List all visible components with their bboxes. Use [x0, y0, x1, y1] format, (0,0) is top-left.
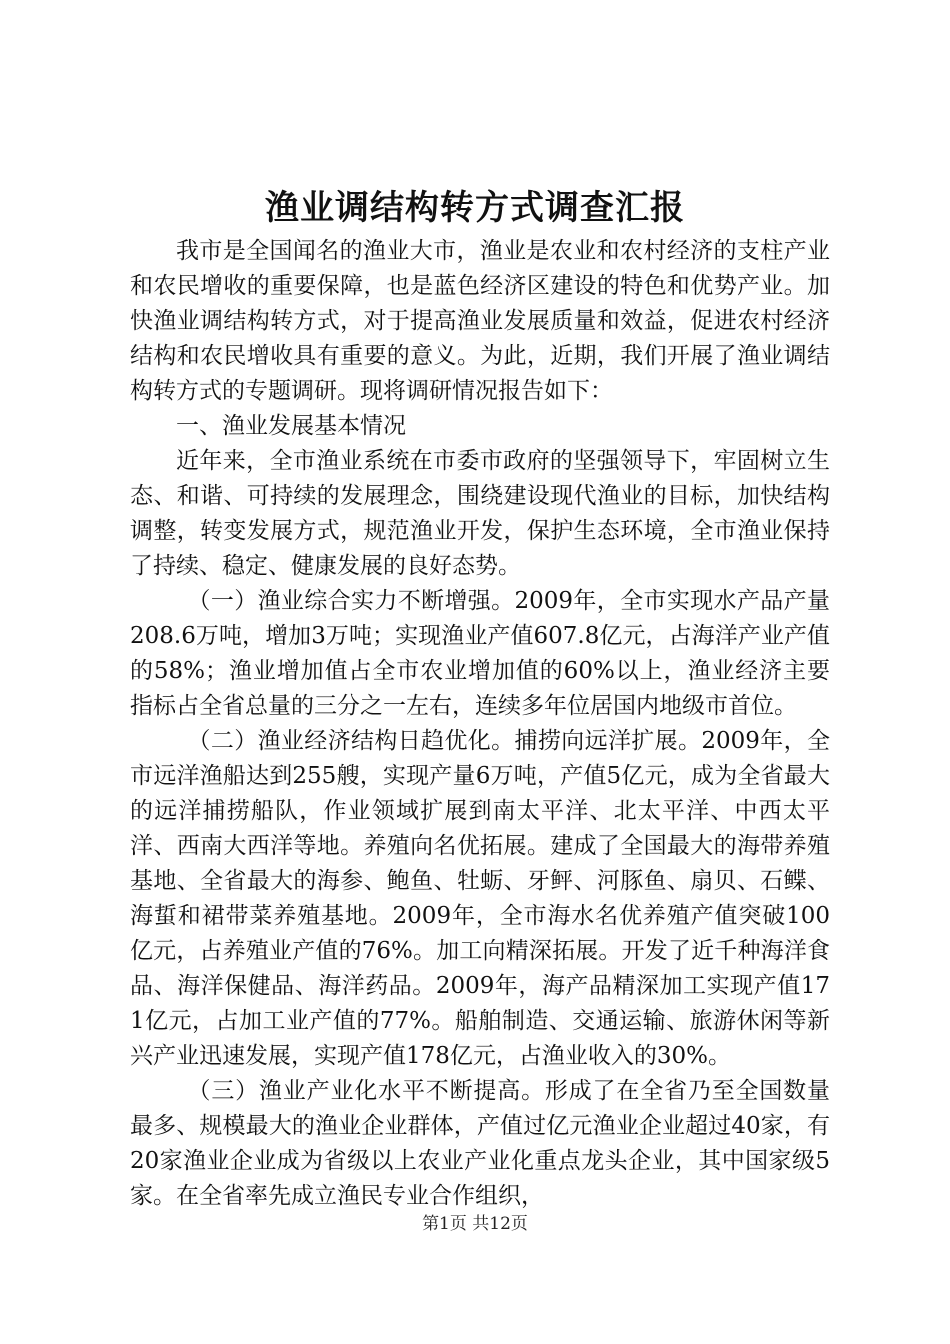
intro-paragraph: 我市是全国闻名的渔业大市，渔业是农业和农村经济的支柱产业和农民增收的重要保障，也是蓝色经济区建设的特色和优势产业。加快渔业调结构转方式，对于提高渔业发展质量和效益，促进农村经济结构和农民增收具有重要的意义。为此，近期，我们开展了渔业调结构转方式的专题调研。现将调研情况报告如下： — [130, 238, 830, 404]
subsection-3-paragraph: （三）渔业产业化水平不断提高。形成了在全省乃至全国数量最多、规模最大的渔业企业群体，产值过亿元渔业企业超过40家，有20家渔业企业成为省级以上农业产业化重点龙头企业，其中国家级5家。在全省率先成立渔民专业合作组织， — [130, 1078, 830, 1209]
page-footer: 第1页 共12页 — [422, 1214, 528, 1234]
document-body — [130, 234, 830, 1214]
overview-paragraph: 近年来，全市渔业系统在市委市政府的坚强领导下，牢固树立生态、和谐、可持续的发展理念，围绕建设现代渔业的目标，加快结构调整，转变发展方式，规范渔业开发，保护生态环境，全市渔业保持了持续、稳定、健康发展的良好态势。 — [130, 448, 830, 579]
document-title: 渔业调结构转方式调查汇报 — [265, 188, 685, 228]
section-heading-1: 一、渔业发展基本情况 — [176, 413, 406, 439]
subsection-1-paragraph: （一）渔业综合实力不断增强。2009年，全市实现水产品产量208.6万吨，增加3万吨；实现渔业产值607.8亿元，占海洋产业产值的58%；渔业增加值占全市农业增加值的60%以上，渔业经济主要指标占全省总量的三分之一左右，连续多年位居国内地级市首位。 — [130, 588, 830, 719]
subsection-2-paragraph: （二）渔业经济结构日趋优化。捕捞向远洋扩展。2009年，全市远洋渔船达到255艘，实现产量6万吨，产值5亿元，成为全省最大的远洋捕捞船队，作业领域扩展到南太平洋、北太平洋、中西太平洋、西南大西洋等地。养殖向名优拓展。建成了全国最大的海带养殖基地、全省最大的海参、鲍鱼、牡蛎、牙鲆、河豚鱼、扇贝、石鲽、海蜇和裙带菜养殖基地。2009年，全市海水名优养殖产值突破100亿元，占养殖业产值的76%。加工向精深拓展。开发了近千种海洋食品、海洋保健品、海洋药品。2009年，海产品精深加工实现产值171亿元，占加工业产值的77%。船舶制造、交通运输、旅游休闲等新兴产业迅速发展，实现产值178亿元，占渔业收入的30%。 — [130, 728, 830, 1069]
